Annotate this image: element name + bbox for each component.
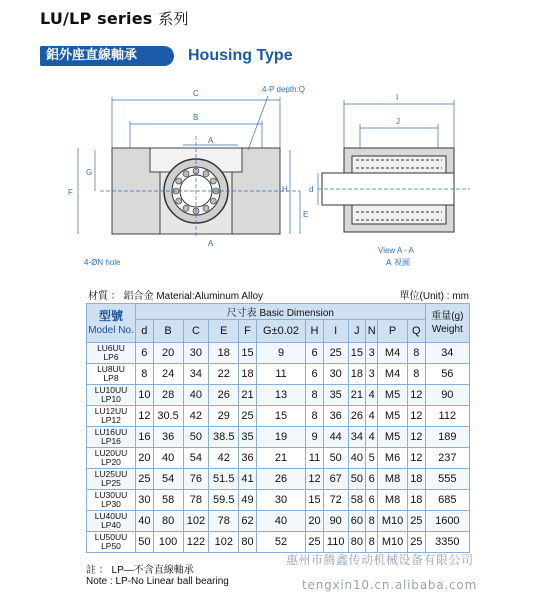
table-cell: 54 <box>153 469 183 490</box>
model-lp: LP8 <box>103 373 119 383</box>
table-cell: 44 <box>323 427 348 448</box>
model-lp: LP40 <box>101 520 121 530</box>
table-cell: 40 <box>348 448 366 469</box>
dim-I-label: I <box>396 93 399 102</box>
table-cell: 4 <box>366 385 378 406</box>
table-cell: 30 <box>136 490 154 511</box>
table-cell: 49 <box>239 490 257 511</box>
table-cell: 36 <box>323 406 348 427</box>
table-row <box>87 511 470 532</box>
table-cell: 11 <box>256 364 305 385</box>
table-cell: 20 <box>136 448 154 469</box>
model-lp: LP12 <box>101 415 121 425</box>
table-cell: 555 <box>425 469 469 490</box>
table-cell: 25 <box>407 532 425 553</box>
table-cell: 12 <box>407 448 425 469</box>
table-cell: 30.5 <box>153 406 183 427</box>
table-cell: 6 <box>306 343 324 364</box>
column-header: C <box>183 320 209 343</box>
table-cell: 22 <box>209 364 239 385</box>
table-cell: 21 <box>239 385 257 406</box>
table-cell: 60 <box>348 511 366 532</box>
table-cell: M4 <box>378 343 408 364</box>
table-cell: 9 <box>306 427 324 448</box>
column-header: N <box>366 320 378 343</box>
table-cell: 6 <box>366 490 378 511</box>
model-cell <box>87 490 136 511</box>
model-lu: LU6UU <box>97 343 125 353</box>
view-label: View A - A <box>378 246 414 255</box>
table-cell: 6 <box>306 364 324 385</box>
table-cell: 12 <box>407 385 425 406</box>
model-lp: LP25 <box>101 478 121 488</box>
table-cell: 59.5 <box>209 490 239 511</box>
weight-header-en: Weight <box>431 324 463 335</box>
table-cell: 28 <box>153 385 183 406</box>
column-header: J <box>348 320 366 343</box>
table-cell: 1600 <box>425 511 469 532</box>
table-cell: 18 <box>407 490 425 511</box>
hole-label: 4-ØN hole <box>84 258 121 267</box>
weight-header-cn: 重量(g) <box>431 311 464 322</box>
table-row <box>87 427 470 448</box>
table-row <box>87 490 470 511</box>
table-cell: 110 <box>323 532 348 553</box>
model-cell <box>87 406 136 427</box>
table-cell: 18 <box>407 469 425 490</box>
category-badge: 鋁外座直線軸承 <box>40 46 174 66</box>
table-cell: 35 <box>323 385 348 406</box>
model-lp: LP20 <box>101 457 121 467</box>
table-cell: 11 <box>306 448 324 469</box>
table-cell: 25 <box>323 343 348 364</box>
model-header-cn: 型號 <box>98 308 123 323</box>
table-cell: 90 <box>323 511 348 532</box>
table-cell: M8 <box>378 490 408 511</box>
dim-F-label: F <box>68 188 73 197</box>
weight-header <box>425 304 469 343</box>
table-cell: 122 <box>183 532 209 553</box>
table-cell: 3 <box>366 343 378 364</box>
dim-B-label: B <box>193 113 199 122</box>
table-cell: 30 <box>183 343 209 364</box>
table-cell: 15 <box>348 343 366 364</box>
table-cell: 30 <box>323 364 348 385</box>
table-cell: 100 <box>153 532 183 553</box>
table-row <box>87 448 470 469</box>
model-cell <box>87 343 136 364</box>
model-lu: LU12UU <box>94 406 128 416</box>
table-cell: 40 <box>136 511 154 532</box>
model-lu: LU8UU <box>97 364 125 374</box>
housing-type-heading: Housing Type <box>188 47 293 64</box>
model-lu: LU10UU <box>94 385 128 395</box>
table-cell: 25 <box>306 532 324 553</box>
column-header: d <box>136 320 154 343</box>
dim-C-label: C <box>193 89 199 98</box>
dim-E-label: E <box>303 210 309 219</box>
watermark-url: tengxin10.cn.alibaba.com <box>302 578 478 592</box>
side-view <box>322 148 454 232</box>
table-cell: 189 <box>425 427 469 448</box>
dim-A-label: A <box>208 136 214 145</box>
table-cell: 29 <box>209 406 239 427</box>
series-title-cn: 系列 <box>158 10 189 28</box>
table-cell: 6 <box>366 469 378 490</box>
table-cell: 42 <box>183 406 209 427</box>
column-header: H <box>306 320 324 343</box>
table-cell: 12 <box>407 427 425 448</box>
table-cell: 15 <box>256 406 305 427</box>
table-cell: 685 <box>425 490 469 511</box>
table-cell: M6 <box>378 448 408 469</box>
table-cell: 78 <box>209 511 239 532</box>
model-lu: LU40UU <box>94 511 128 521</box>
table-cell: 8 <box>306 385 324 406</box>
model-cell <box>87 364 136 385</box>
table-cell: M10 <box>378 511 408 532</box>
table-cell: 38.5 <box>209 427 239 448</box>
table-cell: 36 <box>153 427 183 448</box>
table-cell: 24 <box>153 364 183 385</box>
column-header: G±0.02 <box>256 320 305 343</box>
column-header: I <box>323 320 348 343</box>
table-cell: 40 <box>153 448 183 469</box>
table-cell: 58 <box>348 490 366 511</box>
table-cell: 112 <box>425 406 469 427</box>
note-cn: 註 ： LP—不含直線軸承 <box>86 565 194 576</box>
table-cell: 21 <box>256 448 305 469</box>
column-header: E <box>209 320 239 343</box>
dim-H-label: H <box>282 185 288 194</box>
table-cell: 34 <box>348 427 366 448</box>
table-cell: 50 <box>136 532 154 553</box>
table-cell: 54 <box>183 448 209 469</box>
table-cell: 4 <box>366 406 378 427</box>
model-cell <box>87 385 136 406</box>
table-cell: M8 <box>378 469 408 490</box>
table-cell: 35 <box>239 427 257 448</box>
table-cell: 6 <box>136 343 154 364</box>
table-cell: 58 <box>153 490 183 511</box>
model-cell <box>87 469 136 490</box>
series-title-en: LU/LP series <box>40 9 153 28</box>
model-lp: LP50 <box>101 541 121 551</box>
unit-label: 單位(Unit) : mm <box>399 291 469 302</box>
dim-d-label: d <box>309 185 314 194</box>
table-cell: 8 <box>407 364 425 385</box>
table-cell: 50 <box>348 469 366 490</box>
table-cell: 18 <box>209 343 239 364</box>
table-cell: 20 <box>153 343 183 364</box>
table-cell: 18 <box>239 364 257 385</box>
table-cell: 62 <box>239 511 257 532</box>
table-cell: M5 <box>378 406 408 427</box>
table-cell: 25 <box>239 406 257 427</box>
table-cell: 19 <box>256 427 305 448</box>
model-lu: LU25UU <box>94 469 128 479</box>
model-cell <box>87 448 136 469</box>
basic-dimension-header: 尺寸表 Basic Dimension <box>136 304 426 320</box>
model-lu: LU20UU <box>94 448 128 458</box>
dimension-table <box>86 303 470 553</box>
table-cell: 34 <box>183 364 209 385</box>
model-lp: LP16 <box>101 436 121 446</box>
table-cell: 26 <box>256 469 305 490</box>
model-lp: LP10 <box>101 394 121 404</box>
table-cell: 102 <box>183 511 209 532</box>
table-cell: 16 <box>136 427 154 448</box>
table-cell: 15 <box>239 343 257 364</box>
table-cell: 10 <box>136 385 154 406</box>
table-cell: 80 <box>153 511 183 532</box>
table-cell: 9 <box>256 343 305 364</box>
table-cell: 40 <box>256 511 305 532</box>
table-cell: 20 <box>306 511 324 532</box>
table-cell: 4 <box>366 427 378 448</box>
table-row <box>87 385 470 406</box>
view-label-cn: A 視圖 <box>386 258 411 267</box>
model-lp: LP6 <box>103 352 119 362</box>
table-cell: 8 <box>136 364 154 385</box>
table-cell: 12 <box>136 406 154 427</box>
model-header <box>87 304 136 343</box>
model-lp: LP30 <box>101 499 121 509</box>
table-cell: 67 <box>323 469 348 490</box>
table-cell: 12 <box>306 469 324 490</box>
table-cell: 80 <box>348 532 366 553</box>
depth-label: 4-P depth:Q <box>262 85 305 94</box>
column-header: F <box>239 320 257 343</box>
table-cell: 36 <box>239 448 257 469</box>
model-header-en: Model No. <box>88 324 134 336</box>
table-row <box>87 364 470 385</box>
table-cell: 42 <box>209 448 239 469</box>
table-cell: 50 <box>323 448 348 469</box>
table-cell: 40 <box>183 385 209 406</box>
table-cell: 8 <box>306 406 324 427</box>
technical-drawing <box>0 0 537 290</box>
table-cell: M5 <box>378 427 408 448</box>
table-cell: 50 <box>183 427 209 448</box>
column-header-row <box>87 320 470 343</box>
table-cell: 90 <box>425 385 469 406</box>
table-row <box>87 343 470 364</box>
table-cell: 30 <box>256 490 305 511</box>
table-cell: 5 <box>366 448 378 469</box>
table-cell: 12 <box>407 406 425 427</box>
table-cell: 56 <box>425 364 469 385</box>
model-cell <box>87 427 136 448</box>
table-cell: 41 <box>239 469 257 490</box>
table-cell: 51.5 <box>209 469 239 490</box>
table-body <box>87 343 470 553</box>
table-cell: 18 <box>348 364 366 385</box>
dim-G-label: G <box>86 168 93 177</box>
column-header: Q <box>407 320 425 343</box>
table-cell: 15 <box>306 490 324 511</box>
table-cell: M5 <box>378 385 408 406</box>
column-header: B <box>153 320 183 343</box>
note-en: Note : LP-No Linear ball bearing <box>86 576 229 587</box>
table-cell: 34 <box>425 343 469 364</box>
model-cell <box>87 532 136 553</box>
model-lu: LU30UU <box>94 490 128 500</box>
table-cell: 52 <box>256 532 305 553</box>
table-cell: 102 <box>209 532 239 553</box>
table-cell: 13 <box>256 385 305 406</box>
table-cell: 8 <box>366 532 378 553</box>
table-cell: M4 <box>378 364 408 385</box>
table-cell: 237 <box>425 448 469 469</box>
table-cell: 8 <box>366 511 378 532</box>
table-cell: M10 <box>378 532 408 553</box>
material-label: 材質 ： 鋁合金 Material:Aluminum Alloy <box>88 291 264 302</box>
table-cell: 3350 <box>425 532 469 553</box>
table-row <box>87 532 470 553</box>
dim-J-label: J <box>396 117 400 126</box>
table-row <box>87 406 470 427</box>
dim-A2-label: A <box>208 239 214 248</box>
table-cell: 8 <box>407 343 425 364</box>
table-cell: 25 <box>407 511 425 532</box>
table-cell: 26 <box>348 406 366 427</box>
table-cell: 3 <box>366 364 378 385</box>
table-cell: 78 <box>183 490 209 511</box>
table-cell: 72 <box>323 490 348 511</box>
model-lu: LU16UU <box>94 427 128 437</box>
watermark-company: 惠州市腾鑫传动机械设备有限公司 <box>286 553 474 567</box>
column-header: P <box>378 320 408 343</box>
table-cell: 80 <box>239 532 257 553</box>
table-cell: 25 <box>136 469 154 490</box>
table-row <box>87 469 470 490</box>
table-cell: 76 <box>183 469 209 490</box>
model-lu: LU50UU <box>94 532 128 542</box>
table-cell: 26 <box>209 385 239 406</box>
model-cell <box>87 511 136 532</box>
table-cell: 21 <box>348 385 366 406</box>
